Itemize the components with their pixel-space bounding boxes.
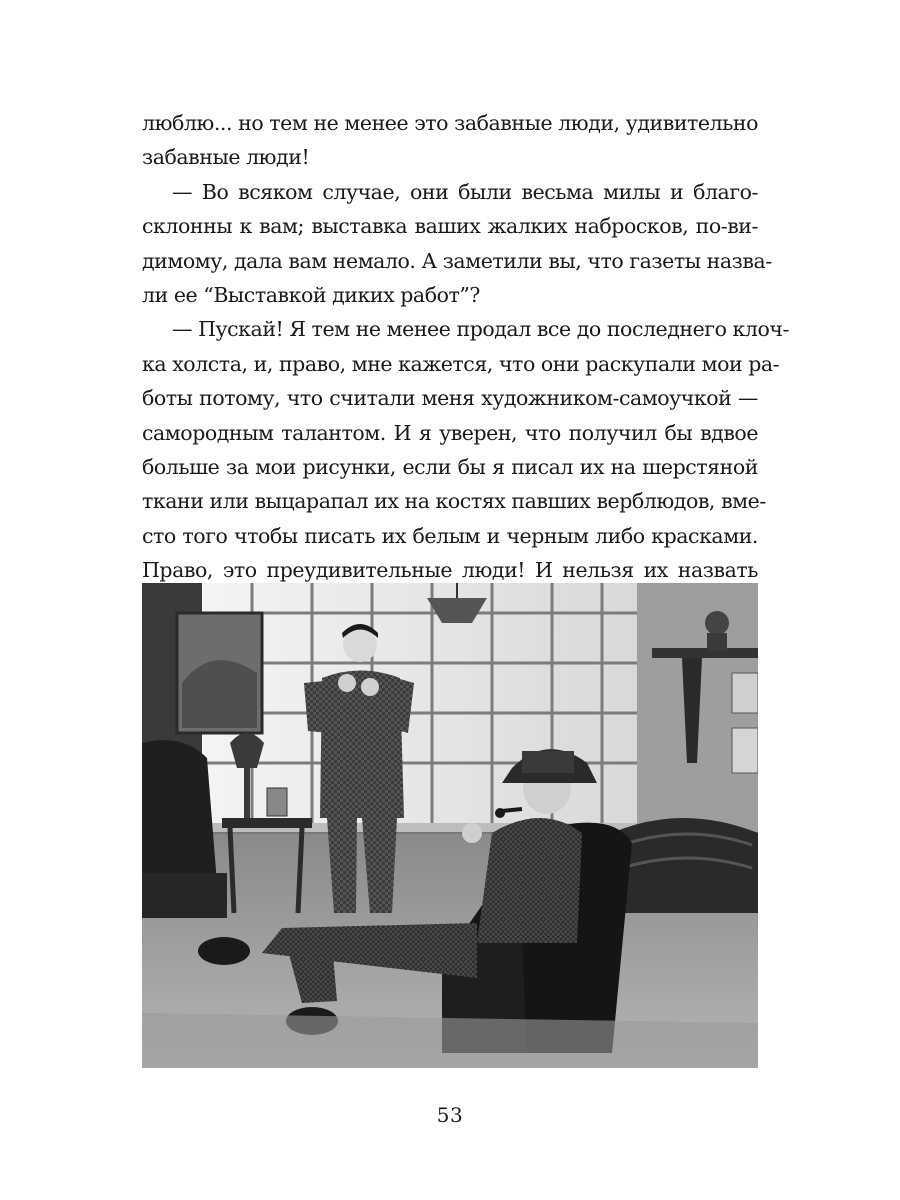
film-still-illustration xyxy=(142,583,758,1068)
text-line: самородным талантом. И я уверен, что получил бы вдвое xyxy=(142,420,758,445)
text-line: — Во всяком случае, они были весьма милы и благо- xyxy=(172,179,758,204)
body-text xyxy=(142,106,789,588)
page-number: 53 xyxy=(436,1103,464,1127)
text-line: ли ее “Выставкой диких работ”? xyxy=(142,283,480,308)
text-line: забавные люди! xyxy=(142,145,310,170)
text-line: сто того чтобы писать их белым и черным либо красками. xyxy=(142,523,758,548)
text-line: боты потому, что считали меня художником-самоучкой — xyxy=(142,386,758,411)
text-line: больше за мои рисунки, если бы я писал их на шерстяной xyxy=(142,455,758,480)
text-line: люблю... но тем не менее это забавные люди, удивительно xyxy=(142,111,758,135)
text-line: склонны к вам; выставка ваших жалких набросков, по-ви- xyxy=(142,214,758,239)
text-line: димому, дала вам немало. А заметили вы, что газеты назва- xyxy=(142,248,772,273)
text-line: Право, это преудивительные люди! И нельзя их назвать xyxy=(142,558,758,583)
text-line: ткани или выцарапал их на костях павших верблюдов, вме- xyxy=(142,489,766,514)
text-line: ка холста, и, право, мне кажется, что они раскупали мои ра- xyxy=(142,351,780,376)
text-line: — Пускай! Я тем не менее продал все до последнего клоч- xyxy=(172,317,789,342)
